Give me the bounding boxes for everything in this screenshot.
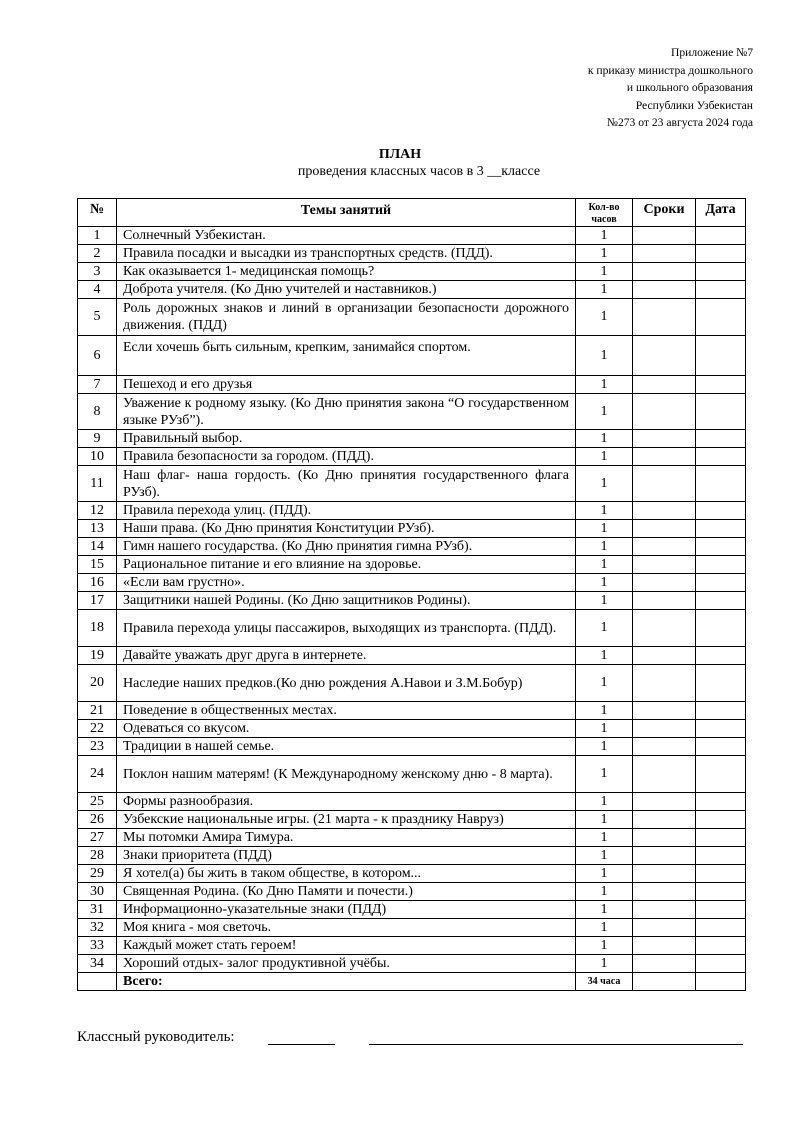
- row-hours: 1: [576, 538, 633, 556]
- table-row: [78, 376, 746, 394]
- row-date: [696, 865, 746, 883]
- table-row: [78, 394, 746, 430]
- table-row: [78, 227, 746, 245]
- row-date: [696, 901, 746, 919]
- table-row: [78, 574, 746, 592]
- row-hours: 1: [576, 556, 633, 574]
- plan-table: [77, 198, 746, 991]
- row-term: [633, 811, 696, 829]
- table-row: [78, 811, 746, 829]
- row-topic: Мы потомки Амира Тимура.: [117, 829, 576, 847]
- row-hours: 1: [576, 448, 633, 466]
- row-topic: Традиции в нашей семье.: [117, 738, 576, 756]
- row-number: 18: [78, 610, 117, 647]
- table-row: [78, 245, 746, 263]
- table-row: [78, 865, 746, 883]
- table-row: [78, 756, 746, 793]
- table-row: [78, 466, 746, 502]
- row-number: 21: [78, 702, 117, 720]
- row-number: 7: [78, 376, 117, 394]
- row-hours: 1: [576, 919, 633, 937]
- row-number: 17: [78, 592, 117, 610]
- row-term: [633, 227, 696, 245]
- class-teacher-label: Классный руководитель:: [77, 1029, 235, 1045]
- row-date: [696, 538, 746, 556]
- order-reference: [588, 44, 753, 132]
- row-term: [633, 756, 696, 793]
- row-number: 28: [78, 847, 117, 865]
- row-number: 6: [78, 336, 117, 376]
- row-term: [633, 556, 696, 574]
- row-topic: Правила безопасности за городом. (ПДД).: [117, 448, 576, 466]
- row-number: 29: [78, 865, 117, 883]
- row-date: [696, 937, 746, 955]
- row-hours: 1: [576, 574, 633, 592]
- row-term: [633, 281, 696, 299]
- table-header-row: [78, 199, 746, 227]
- row-date: [696, 263, 746, 281]
- row-topic: Давайте уважать друг друга в интернете.: [117, 647, 576, 665]
- row-number: 30: [78, 883, 117, 901]
- row-term: [633, 592, 696, 610]
- row-hours: 1: [576, 955, 633, 973]
- table-row: [78, 430, 746, 448]
- order-date: №273 от 23 августа 2024 года: [606, 116, 753, 130]
- row-term: [633, 502, 696, 520]
- table-row: [78, 901, 746, 919]
- header-hours: Кол-во часов: [576, 199, 633, 227]
- row-date: [696, 227, 746, 245]
- row-hours: 1: [576, 811, 633, 829]
- total-label: Всего:: [117, 973, 576, 991]
- row-topic: Я хотел(а) бы жить в таком обществе, в котором...: [117, 865, 576, 883]
- row-topic: Поклон нашим матерям! (К Международному женскому дню - 8 марта).: [117, 756, 576, 793]
- row-topic: Правила перехода улицы пассажиров, выходящих из транспорта. (ПДД).: [117, 610, 576, 647]
- row-number: 15: [78, 556, 117, 574]
- table-row: [78, 592, 746, 610]
- row-number: 26: [78, 811, 117, 829]
- row-topic: Наши права. (Ко Дню принятия Конституции РУзб).: [117, 520, 576, 538]
- row-topic: Знаки приоритета (ПДД): [117, 847, 576, 865]
- row-number: 4: [78, 281, 117, 299]
- total-date-cell: [696, 973, 746, 991]
- row-number: 12: [78, 502, 117, 520]
- row-number: 1: [78, 227, 117, 245]
- name-line: [369, 1044, 743, 1045]
- row-hours: 1: [576, 829, 633, 847]
- row-topic: Наш флаг- наша гордость. (Ко Дню принятия государственного флага РУзб).: [117, 466, 576, 502]
- row-hours: 1: [576, 336, 633, 376]
- row-topic: Узбекские национальные игры. (21 марта - к празднику Навруз): [117, 811, 576, 829]
- row-date: [696, 811, 746, 829]
- table-row: [78, 665, 746, 702]
- row-date: [696, 336, 746, 376]
- table-row: [78, 263, 746, 281]
- row-term: [633, 865, 696, 883]
- row-date: [696, 919, 746, 937]
- row-number: 34: [78, 955, 117, 973]
- row-hours: 1: [576, 394, 633, 430]
- row-term: [633, 466, 696, 502]
- row-topic: Поведение в общественных местах.: [117, 702, 576, 720]
- row-date: [696, 847, 746, 865]
- row-date: [696, 955, 746, 973]
- row-hours: 1: [576, 738, 633, 756]
- table-row: [78, 610, 746, 647]
- row-term: [633, 336, 696, 376]
- row-number: 13: [78, 520, 117, 538]
- row-date: [696, 793, 746, 811]
- table-row: [78, 919, 746, 937]
- row-date: [696, 647, 746, 665]
- row-hours: 1: [576, 647, 633, 665]
- row-hours: 1: [576, 702, 633, 720]
- row-term: [633, 702, 696, 720]
- row-topic: «Если вам грустно».: [117, 574, 576, 592]
- row-hours: 1: [576, 263, 633, 281]
- table-row: [78, 720, 746, 738]
- row-topic: Хороший отдых- залог продуктивной учёбы.: [117, 955, 576, 973]
- table-row: [78, 520, 746, 538]
- row-topic: Каждый может стать героем!: [117, 937, 576, 955]
- row-date: [696, 281, 746, 299]
- table-row: [78, 647, 746, 665]
- order-line: к приказу министра дошкольного: [587, 63, 753, 77]
- row-number: 8: [78, 394, 117, 430]
- row-date: [696, 394, 746, 430]
- row-topic: Роль дорожных знаков и линий в организации безопасности дорожного движения. (ПДД): [117, 299, 576, 336]
- row-topic: Одеваться со вкусом.: [117, 720, 576, 738]
- ministry-line: и школьного образования: [626, 81, 753, 95]
- row-hours: 1: [576, 720, 633, 738]
- table-row: [78, 702, 746, 720]
- row-date: [696, 430, 746, 448]
- row-date: [696, 448, 746, 466]
- row-term: [633, 430, 696, 448]
- row-number: 5: [78, 299, 117, 336]
- row-topic: Формы разнообразия.: [117, 793, 576, 811]
- row-topic: Солнечный Узбекистан.: [117, 227, 576, 245]
- row-number: 14: [78, 538, 117, 556]
- row-topic: Пешеход и его друзья: [117, 376, 576, 394]
- row-topic: Правильный выбор.: [117, 430, 576, 448]
- row-topic: Моя книга - моя светочь.: [117, 919, 576, 937]
- row-term: [633, 883, 696, 901]
- table-row: [78, 793, 746, 811]
- document-title: ПЛАН: [378, 147, 422, 162]
- row-term: [633, 610, 696, 647]
- row-number: 33: [78, 937, 117, 955]
- table-row: [78, 556, 746, 574]
- row-topic: Как оказывается 1- медицинская помощь?: [117, 263, 576, 281]
- row-term: [633, 793, 696, 811]
- row-hours: 1: [576, 430, 633, 448]
- row-hours: 1: [576, 592, 633, 610]
- row-number: 16: [78, 574, 117, 592]
- row-topic: Наследие наших предков.(Ко дню рождения А.Навои и З.М.Бобур): [117, 665, 576, 702]
- row-date: [696, 574, 746, 592]
- total-number-cell: [78, 973, 117, 991]
- row-number: 9: [78, 430, 117, 448]
- row-term: [633, 955, 696, 973]
- row-date: [696, 756, 746, 793]
- row-term: [633, 245, 696, 263]
- table-row: [78, 299, 746, 336]
- signature-line: [268, 1044, 335, 1045]
- row-hours: 1: [576, 793, 633, 811]
- row-hours: 1: [576, 883, 633, 901]
- total-term-cell: [633, 973, 696, 991]
- row-term: [633, 847, 696, 865]
- row-number: 3: [78, 263, 117, 281]
- row-topic: Правила перехода улиц. (ПДД).: [117, 502, 576, 520]
- table-row: [78, 336, 746, 376]
- table-row: [78, 829, 746, 847]
- row-hours: 1: [576, 299, 633, 336]
- row-date: [696, 556, 746, 574]
- row-date: [696, 610, 746, 647]
- row-topic: Доброта учителя. (Ко Дню учителей и наставников.): [117, 281, 576, 299]
- appendix-number: Приложение №7: [671, 46, 753, 59]
- row-term: [633, 901, 696, 919]
- row-hours: 1: [576, 376, 633, 394]
- row-hours: 1: [576, 520, 633, 538]
- row-term: [633, 738, 696, 756]
- row-term: [633, 919, 696, 937]
- row-term: [633, 520, 696, 538]
- row-term: [633, 665, 696, 702]
- row-hours: 1: [576, 865, 633, 883]
- document-subtitle: проведения классных часов в 3 __классе: [297, 164, 541, 179]
- row-date: [696, 592, 746, 610]
- table-body: [78, 227, 746, 973]
- row-term: [633, 720, 696, 738]
- row-topic: Информационно-указательные знаки (ПДД): [117, 901, 576, 919]
- row-hours: 1: [576, 502, 633, 520]
- row-date: [696, 299, 746, 336]
- row-hours: 1: [576, 227, 633, 245]
- header-topics: Темы занятий: [117, 199, 576, 227]
- row-topic: Гимн нашего государства. (Ко Дню принятия гимна РУзб).: [117, 538, 576, 556]
- row-hours: 1: [576, 610, 633, 647]
- row-date: [696, 829, 746, 847]
- row-date: [696, 665, 746, 702]
- table-row: [78, 448, 746, 466]
- row-topic: Рациональное питание и его влияние на здоровье.: [117, 556, 576, 574]
- row-hours: 1: [576, 281, 633, 299]
- country-line: Республики Узбекистан: [635, 98, 753, 112]
- row-number: 20: [78, 665, 117, 702]
- table-row: [78, 538, 746, 556]
- row-term: [633, 263, 696, 281]
- row-term: [633, 829, 696, 847]
- row-hours: 1: [576, 466, 633, 502]
- row-hours: 1: [576, 901, 633, 919]
- row-date: [696, 520, 746, 538]
- row-term: [633, 448, 696, 466]
- row-date: [696, 502, 746, 520]
- row-term: [633, 574, 696, 592]
- row-date: [696, 720, 746, 738]
- row-term: [633, 376, 696, 394]
- row-date: [696, 376, 746, 394]
- row-date: [696, 466, 746, 502]
- table-row: [78, 847, 746, 865]
- table-row: [78, 883, 746, 901]
- header-number: №: [78, 199, 117, 227]
- row-number: 23: [78, 738, 117, 756]
- row-date: [696, 883, 746, 901]
- row-number: 19: [78, 647, 117, 665]
- row-topic: Уважение к родному языку. (Ко Дню принятия закона “О государственном языке РУзб”).: [117, 394, 576, 430]
- row-term: [633, 538, 696, 556]
- header-date: Дата: [696, 199, 746, 227]
- row-number: 22: [78, 720, 117, 738]
- row-hours: 1: [576, 756, 633, 793]
- row-date: [696, 738, 746, 756]
- row-term: [633, 937, 696, 955]
- row-hours: 1: [576, 245, 633, 263]
- row-topic: Защитники нашей Родины. (Ко Дню защитников Родины).: [117, 592, 576, 610]
- row-date: [696, 702, 746, 720]
- row-number: 25: [78, 793, 117, 811]
- table-row: [78, 955, 746, 973]
- row-term: [633, 394, 696, 430]
- row-number: 2: [78, 245, 117, 263]
- row-hours: 1: [576, 937, 633, 955]
- table-row: [78, 937, 746, 955]
- table-row: [78, 738, 746, 756]
- table-row: [78, 281, 746, 299]
- total-hours: 34 часа: [576, 973, 633, 991]
- row-topic: Если хочешь быть сильным, крепким, занимайся спортом.: [117, 336, 576, 376]
- table-row: [78, 502, 746, 520]
- row-number: 11: [78, 466, 117, 502]
- row-number: 24: [78, 756, 117, 793]
- row-number: 32: [78, 919, 117, 937]
- row-number: 10: [78, 448, 117, 466]
- row-date: [696, 245, 746, 263]
- row-number: 31: [78, 901, 117, 919]
- row-topic: Правила посадки и высадки из транспортных средств. (ПДД).: [117, 245, 576, 263]
- row-topic: Священная Родина. (Ко Дню Памяти и почести.): [117, 883, 576, 901]
- row-hours: 1: [576, 847, 633, 865]
- total-row: [78, 973, 746, 991]
- header-term: Сроки: [633, 199, 696, 227]
- row-term: [633, 647, 696, 665]
- row-hours: 1: [576, 665, 633, 702]
- row-term: [633, 299, 696, 336]
- row-number: 27: [78, 829, 117, 847]
